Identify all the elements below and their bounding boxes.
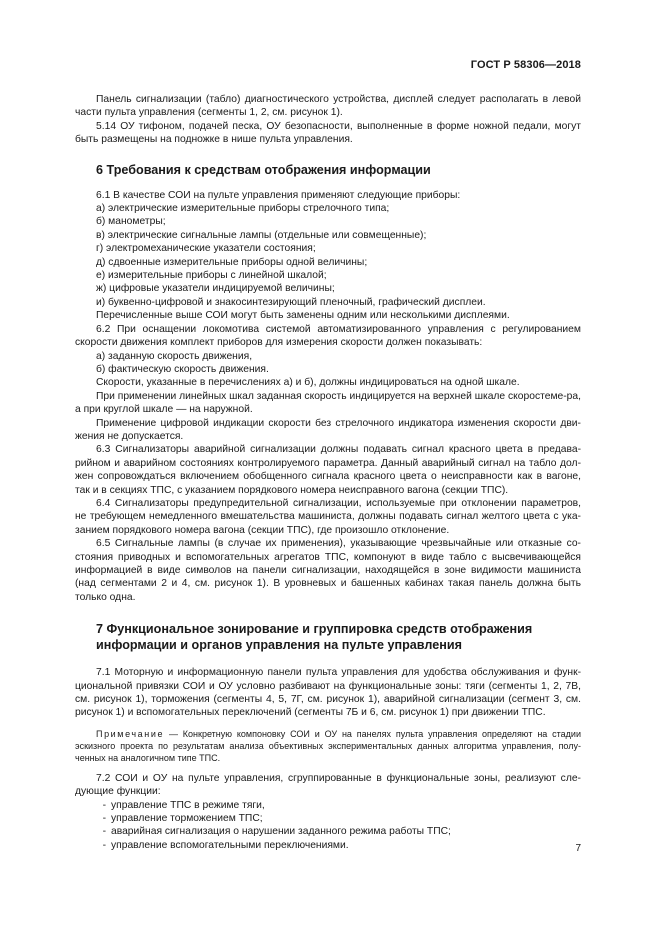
note-label: Примечание	[96, 728, 165, 739]
paragraph: Применение цифровой индикации скорости без стрелочного индикатора изменения скорости дви-жения не допускается.	[75, 417, 581, 442]
list-item-text: управление вспомогательными переключениями.	[111, 839, 349, 851]
section-heading	[75, 621, 581, 653]
list-item: д) сдвоенные измерительные приборы одной величины;	[96, 256, 368, 268]
list-item: б) фактическую скорость движения.	[96, 363, 269, 375]
list-item: а) заданную скорость движения,	[96, 350, 253, 362]
page-content	[75, 93, 581, 852]
paragraph: При применении линейных шкал заданная скорость индицируется на верхней шкале скоростеме-ра, а при круглой шкале — на наружной.	[75, 390, 581, 416]
paragraph: Скорости, указанные в перечислениях а) и б), должны индицироваться на одной шкале.	[96, 377, 520, 389]
note	[75, 728, 581, 764]
list-item	[75, 799, 581, 812]
paragraph: 7.1 Моторную и информационную панели пульта управления для удобства обслуживания и функ-циональной привязки СОИ и ОУ условно разбивают на функциональные зоны: тяги (сегменты 1, 2, 7В, см. рисунок 1), торможения (сегменты 4, 5, 7Г, см. рисунок 1), аварийной сигнализации (сегмент 3, см. рисунок 1) и вспомогательных переключений (сегменты 7Б и 6, см. рисунок 1) при движении ТПС.	[75, 667, 581, 719]
section-7-title-line2: информации и органов управления на пульте управления	[96, 638, 462, 653]
section-heading	[75, 162, 581, 178]
list-item: б) манометры;	[96, 216, 166, 228]
list-item: ж) цифровые указатели индицируемой величины;	[96, 283, 335, 295]
paragraph: 5.14 ОУ тифоном, подачей песка, ОУ безопасности, выполненные в форме ножной педали, могут быть размещены на подножке в нише пульта управления.	[75, 120, 581, 146]
paragraph: 6.3 Сигнализаторы аварийной сигнализации должны подавать сигнал красного цвета в предава-рийном и аварийном состояниях контролируемого параметра. Данный аварийный сигнал на табло дол-жен сопровождаться включением обобщенного сигнала красного цвета о неисправности как в вагоне, так и в секциях ТПС, с указанием порядкового номера неисправного вагона (секции ТПС).	[75, 444, 581, 496]
list-item	[75, 839, 581, 852]
list-item-text: управление торможением ТПС;	[111, 813, 263, 825]
list-item-text: управление ТПС в режиме тяги,	[111, 799, 265, 811]
paragraph: 7.2 СОИ и ОУ на пульте управления, сгруппированные в функциональные зоны, реализуют сле-дующие функции:	[75, 772, 581, 798]
paragraph: Панель сигнализации (табло) диагностического устройства, дисплей следует располагать в левой части пульта управления (сегменты 1, 2, см. рисунок 1).	[75, 94, 581, 119]
list-item	[75, 825, 581, 838]
list-item: в) электрические сигнальные лампы (отдельные или совмещенные);	[96, 229, 427, 241]
list-item: е) измерительные приборы с линейной шкалой;	[96, 270, 327, 282]
paragraph: 6.1 В качестве СОИ на пульте управления применяют следующие приборы:	[96, 189, 461, 201]
page-number: 7	[575, 843, 581, 854]
list-dash: -	[102, 839, 106, 851]
paragraph: 6.5 Сигнальные лампы (в случае их применения), указывающие чрезвычайные или отказные со-стояния приводных и вспомогательных агрегатов ТПС, компонуют в виде табло с высвечивающейся информацией в виде символов на панели сигнализации, находящейся в зоне видимости машиниста (над сегментами 2 и 4, см. рисунок 1). В уровневых и башенных кабинах такая панель должна быть только одна.	[75, 538, 581, 603]
list-dash: -	[102, 826, 106, 838]
paragraph: Перечисленные выше СОИ могут быть заменены одним или несколькими дисплеями.	[96, 310, 510, 322]
list-item	[75, 812, 581, 825]
list-item: г) электромеханические указатели состояния;	[96, 243, 316, 255]
list-item: а) электрические измерительные приборы стрелочного типа;	[96, 203, 390, 215]
standard-header: ГОСТ Р 58306—2018	[470, 59, 581, 71]
list-item: и) буквенно-цифровой и знакосинтезирующий пленочный, графический дисплеи.	[96, 296, 486, 308]
list-dash: -	[102, 813, 106, 825]
list-dash: -	[102, 799, 106, 811]
section-7-title-line1: 7 Функциональное зонирование и группировка средств отображения	[96, 622, 533, 637]
paragraph: 6.4 Сигнализаторы предупредительной сигнализации, используемые при отклонении параметров, не требующем немедленного вмешательства машиниста, должны подавать сигнал желтого цвета с ука-занием порядкового номера вагона (секции ТПС), где произошло отклонение.	[75, 497, 581, 536]
note-text: — Конкретную компоновку СОИ и ОУ на панелях пульта управления определяют на стадии эскизного проекта по результатам анализа объективных экспериментальных данных алгоритма управления, полу-ченных на аналогичном типе ТПС.	[75, 728, 581, 763]
section-6-title: 6 Требования к средствам отображения информации	[96, 162, 431, 177]
paragraph: 6.2 При оснащении локомотива системой автоматизированного управления с регулированием скорости движения комплект приборов для измерения скорости должен показывать:	[75, 323, 581, 349]
list-item-text: аварийная сигнализация о нарушении заданного режима работы ТПС;	[111, 826, 451, 838]
